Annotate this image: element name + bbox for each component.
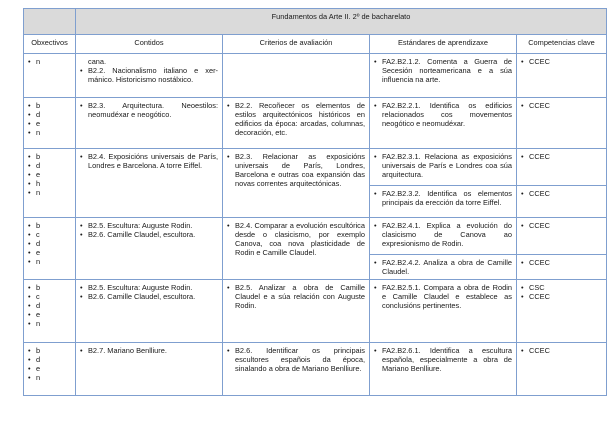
obxectivo-item: • n [28, 257, 71, 266]
contido-item: • B2.7. Mariano Benlliure. [80, 346, 218, 355]
contido-item: • B2.3. Arquitectura. Neoestilos: neomudéxar e neogótico. [80, 101, 218, 119]
header-contidos: Contidos [76, 35, 223, 54]
contido-item: • B2.2. Nacionalismo italiano e xer-mánico. Historicismo nostálxico. [80, 66, 218, 84]
competencia-item: • CCEC [521, 221, 602, 230]
obxectivo-item: • e [28, 364, 71, 373]
competencias-cell [517, 218, 607, 255]
obxectivo-item: • b [28, 346, 71, 355]
estandar-item: • FA2.B2.3.2. Identifica os elementos principais da erección da torre Eiffel. [374, 189, 512, 207]
criterios-cell [223, 280, 370, 343]
estandar-item: • FA2.B2.3.1. Relaciona as exposicións universais de París e Londres coa súa arquitectura. [374, 152, 512, 179]
obxectivo-item: • d [28, 110, 71, 119]
table-row [24, 280, 607, 343]
competencias-cell [517, 98, 607, 149]
estandares-cell [370, 218, 517, 255]
estandar-item: • FA2.B2.6.1. Identifica a escultura española, especialmente a obra de Mariano Benlliure. [374, 346, 512, 373]
contido-item: cana. [88, 57, 107, 66]
obxectivo-item: • c [28, 230, 71, 239]
estandares-cell [370, 343, 517, 396]
table-row [24, 98, 607, 149]
criterio-item: • B2.5. Analizar a obra de Camille Claudel e a súa relación con Auguste Rodin. [227, 283, 365, 310]
header-estandares: Estándares de aprendizaxe [370, 35, 517, 54]
estandares-cell [370, 149, 517, 186]
competencia-item: • CCEC [521, 152, 602, 161]
competencia-item: • CCEC [521, 292, 602, 301]
estandar-item: • FA2.B2.2.1. Identifica os edificios relacionados cos movementos neogótico e neomudéxar. [374, 101, 512, 128]
obxectivo-item: • e [28, 170, 71, 179]
criterios-cell [223, 218, 370, 280]
header-competencias: Competencias clave [517, 35, 607, 54]
obxectivos-cell [24, 218, 76, 280]
contidos-cell [76, 218, 223, 280]
competencias-cell [517, 149, 607, 186]
table-title: Fundamentos da Arte II. 2º de bacharelato [76, 9, 607, 35]
obxectivo-item: • n [28, 128, 71, 137]
table-row [24, 343, 607, 396]
contido-item: • B2.6. Camille Claudel, escultora. [80, 230, 218, 239]
table-row [24, 54, 607, 98]
competencias-cell [517, 54, 607, 98]
estandar-item: • FA2.B2.1.2. Comenta a Guerra de Secesión norteamericana e a súa influencia na arte. [374, 57, 512, 84]
obxectivo-item: • d [28, 301, 71, 310]
obxectivo-item: • n [28, 57, 71, 66]
competencias-cell [517, 186, 607, 218]
estandares-cell [370, 280, 517, 343]
contidos-cell [76, 98, 223, 149]
criterios-cell [223, 149, 370, 218]
header-obxectivos: Obxectivos [24, 35, 76, 54]
table-row [24, 218, 607, 255]
obxectivo-item: • n [28, 373, 71, 382]
table-row [24, 149, 607, 186]
curriculum-table-wrapper [23, 8, 607, 396]
contidos-cell [76, 149, 223, 218]
competencia-item: • CCEC [521, 189, 602, 198]
obxectivo-item: • n [28, 188, 71, 197]
competencia-item: • CSC [521, 283, 602, 292]
contido-item: • B2.5. Escultura: Auguste Rodin. [80, 283, 218, 292]
curriculum-table [23, 8, 607, 396]
contido-item: • B2.4. Exposicións universais de París, Londres e Barcelona. A torre Eiffel. [80, 152, 218, 170]
contidos-cell [76, 280, 223, 343]
obxectivo-item: • d [28, 161, 71, 170]
criterio-item: • B2.6. Identificar os principais escultores españois da época, sinalando a obra de Mariano Benlliure. [227, 346, 365, 373]
obxectivos-cell [24, 149, 76, 218]
criterios-cell [223, 54, 370, 98]
obxectivo-item: • b [28, 152, 71, 161]
contidos-cell [76, 54, 223, 98]
criterios-cell [223, 343, 370, 396]
obxectivo-item: • h [28, 179, 71, 188]
criterio-item: • B2.2. Recoñecer os elementos de estilos arquitectónicos históricos en edificios da época: arcadas, columnas, decoración, etc. [227, 101, 365, 137]
estandar-item: • FA2.B2.4.1. Explica a evolución do clasicismo de Canova ao expresionismo de Rodin. [374, 221, 512, 248]
obxectivos-cell [24, 280, 76, 343]
obxectivo-item: • e [28, 119, 71, 128]
obxectivos-cell [24, 54, 76, 98]
header-criterios: Criterios de avaliación [223, 35, 370, 54]
title-blank-cell [24, 9, 76, 35]
competencia-item: • CCEC [521, 346, 602, 355]
contido-item: • B2.6. Camille Claudel, escultora. [80, 292, 218, 301]
obxectivo-item: • n [28, 319, 71, 328]
criterio-item: • B2.4. Comparar a evolución escultórica desde o clasicismo, por exemplo Canova, coa nova plasticidade de Rodin e Camille Claudel. [227, 221, 365, 257]
competencias-cell [517, 280, 607, 343]
estandares-cell [370, 54, 517, 98]
competencia-item: • CCEC [521, 101, 602, 110]
estandares-cell [370, 98, 517, 149]
competencias-cell [517, 343, 607, 396]
competencia-item: • CCEC [521, 57, 602, 66]
estandar-item: • FA2.B2.5.1. Compara a obra de Rodin e Camille Claudel e establece as conclusións pertinentes. [374, 283, 512, 310]
obxectivo-item: • c [28, 292, 71, 301]
criterio-item: • B2.3. Relacionar as exposicións universais de París, Londres, Barcelona e outras coa expansión das novas correntes arquitectónicas. [227, 152, 365, 188]
obxectivo-item: • d [28, 355, 71, 364]
obxectivo-item: • e [28, 248, 71, 257]
competencias-cell [517, 255, 607, 280]
criterios-cell [223, 98, 370, 149]
obxectivo-item: • b [28, 283, 71, 292]
contidos-cell [76, 343, 223, 396]
estandares-cell [370, 186, 517, 218]
competencia-item: • CCEC [521, 258, 602, 267]
obxectivo-item: • e [28, 310, 71, 319]
obxectivo-item: • d [28, 239, 71, 248]
obxectivos-cell [24, 98, 76, 149]
obxectivos-cell [24, 343, 76, 396]
estandares-cell [370, 255, 517, 280]
estandar-item: • FA2.B2.4.2. Analiza a obra de Camille Claudel. [374, 258, 512, 276]
obxectivo-item: • b [28, 221, 71, 230]
contido-item: • B2.5. Escultura: Auguste Rodin. [80, 221, 218, 230]
obxectivo-item: • b [28, 101, 71, 110]
